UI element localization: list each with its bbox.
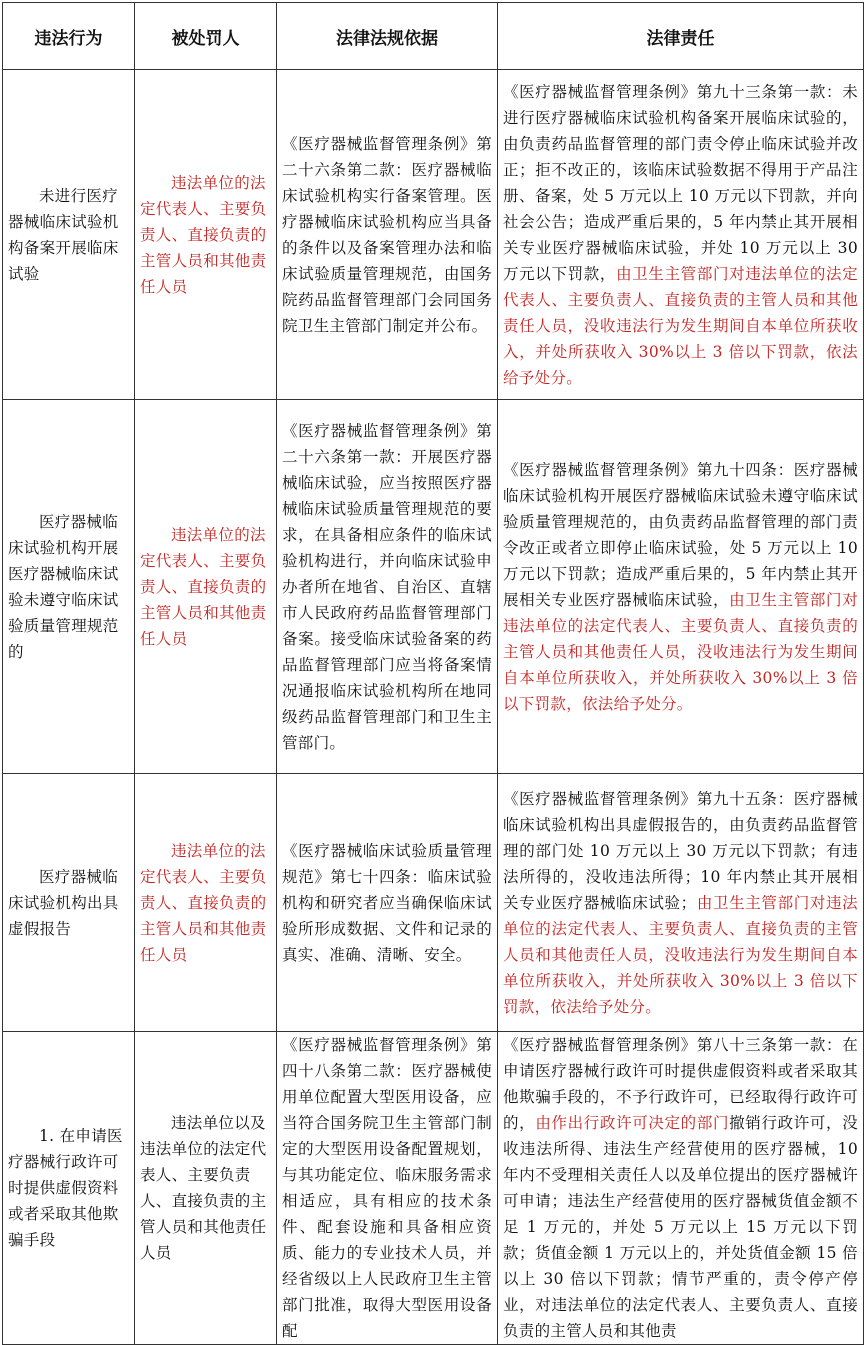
table-row [3, 400, 864, 774]
header-penalized: 被处罚人 [135, 3, 277, 70]
liability-text: 《医疗器械监督管理条例》第九十四条：医疗器械临床试验机构开展医疗器械临床试验未遵守临床试验质量管理规范的，由负责药品监督管理的部门责令改正或者立即停止临床试验，处 5 万元以上 10 万元以下罚款；造成严重后果的，5 年内禁止其开展相关专业医疗器械临床试验， [503, 460, 858, 609]
violation-cell: 未进行医疗器械临床试验机构备案开展临床试验 [3, 70, 135, 400]
header-legal-liability: 法律责任 [498, 3, 864, 70]
legal-liability-table [2, 2, 864, 1345]
table-row [3, 70, 864, 400]
legal-liability-cell [498, 774, 864, 1032]
table-row [3, 774, 864, 1032]
liability-highlight: 由卫生主管部门对违法单位的法定代表人、主要负责人、直接负责的主管人员和其他责任人员，没收违法行为发生期间自本单位所获收入，并处所获收入 30%以上 3 倍以下罚款，依法给予处分。 [503, 264, 858, 387]
legal-basis-cell: 《医疗器械监督管理条例》第二十六条第一款：开展医疗器械临床试验，应当按照医疗器械临床试验质量管理规范的要求，在具备相应条件的临床试验机构进行，并向临床试验申办者所在地省、自治区、直辖市人民政府药品监督管理部门备案。接受临床试验备案的药品监督管理部门应当将备案情况通报临床试验机构所在地同级药品监督管理部门和卫生主管部门。 [277, 400, 498, 774]
legal-liability-cell [498, 400, 864, 774]
legal-liability-cell [498, 70, 864, 400]
liability-text-continued: 撤销行政许可，没收违法所得、违法生产经营使用的医疗器械，10 年内不受理相关责任人以及单位提出的医疗器械许可申请；违法生产经营使用的医疗器械货值金额不足 1 万元的，并处 5 万元以上 15 万元以下罚款；货值金额 1 万元以上的，并处货值金额 15 倍以上 30 倍以下罚款；情节严重的，责令停产停业，对违法单位的法定代表人、主要负责人、直接负责的主管人员和其他责 [503, 1114, 858, 1340]
violation-cell: 医疗器械临床试验机构开展医疗器械临床试验未遵守临床试验质量管理规范的 [3, 400, 135, 774]
liability-highlight: 由卫生主管部门对违法单位的法定代表人、主要负责人、直接负责的主管人员和其他责任人员，没收违法行为发生期间自本单位所获收入，并处所获收入 30%以上 3 倍以下罚款，依法给予处分。 [503, 590, 859, 713]
liability-text: 《医疗器械监督管理条例》第九十三条第一款：未进行医疗器械临床试验机构备案开展临床试验的，由负责药品监督管理的部门责令停止临床试验并改正；拒不改正的，该临床试验数据不得用于产品注册、备案，处 5 万元以上 10 万元以下罚款，并向社会公告；造成严重后果的，5 年内禁止其开展相关专业医疗器械临床试验，并处 10 万元以上 30 万元以下罚款， [503, 82, 858, 283]
penalized-cell: 违法单位的法定代表人、主要负责人、直接负责的主管人员和其他责任人员 [135, 774, 277, 1032]
violation-cell: 1. 在申请医疗器械行政许可时提供虚假资料或者采取其他欺骗手段 [3, 1032, 135, 1345]
violation-cell: 医疗器械临床试验机构出具虚假报告 [3, 774, 135, 1032]
liability-highlight: 由作出行政许可决定的部门 [535, 1114, 730, 1132]
penalized-cell: 违法单位的法定代表人、主要负责人、直接负责的主管人员和其他责任人员 [135, 400, 277, 774]
penalized-cell: 违法单位以及违法单位的法定代表人、主要负责人、直接负责的主管人员和其他责任人员 [135, 1032, 277, 1345]
liability-highlight: 由卫生主管部门对违法单位的法定代表人、主要负责人、直接负责的主管人员和其他责任人员，没收违法行为发生期间自本单位所获收入，并处所获收入 30%以上 3 倍以下罚款，依法给予处分。 [503, 893, 858, 1016]
table-row [3, 1032, 864, 1345]
header-row [3, 3, 864, 70]
header-violation: 违法行为 [3, 3, 135, 70]
legal-basis-cell: 《医疗器械临床试验质量管理规范》第七十四条：临床试验机构和研究者应当确保临床试验所形成数据、文件和记录的真实、准确、清晰、安全。 [277, 774, 498, 1032]
header-legal-basis: 法律法规依据 [277, 3, 498, 70]
legal-basis-cell: 《医疗器械监督管理条例》第四十八条第二款：医疗器械使用单位配置大型医用设备，应当符合国务院卫生主管部门制定的大型医用设备配置规划，与其功能定位、临床服务需求相适应，具有相应的技术条件、配套设施和具备相应资质、能力的专业技术人员，并经省级以上人民政府卫生主管部门批准，取得大型医用设备配 [277, 1032, 498, 1345]
legal-liability-cell [498, 1032, 864, 1345]
liability-text: 《医疗器械监督管理条例》第八十三条第一款：在申请医疗器械行政许可时提供虚假资料或者采取其他欺骗手段的，不予行政许可，已经取得行政许可的， [503, 1036, 858, 1132]
legal-basis-cell: 《医疗器械监督管理条例》第二十六条第二款：医疗器械临床试验机构实行备案管理。医疗器械临床试验机构应当具备的条件以及备案管理办法和临床试验质量管理规范，由国务院药品监督管理部门会同国务院卫生主管部门制定并公布。 [277, 70, 498, 400]
liability-text: 《医疗器械监督管理条例》第九十五条：医疗器械临床试验机构出具虚假报告的，由负责药品监督管理的部门处 10 万元以上 30 万元以下罚款；有违法所得的，没收违法所得；10 年内禁止其开展相关专业医疗器械临床试验； [503, 789, 858, 912]
penalized-cell: 违法单位的法定代表人、主要负责人、直接负责的主管人员和其他责任人员 [135, 70, 277, 400]
